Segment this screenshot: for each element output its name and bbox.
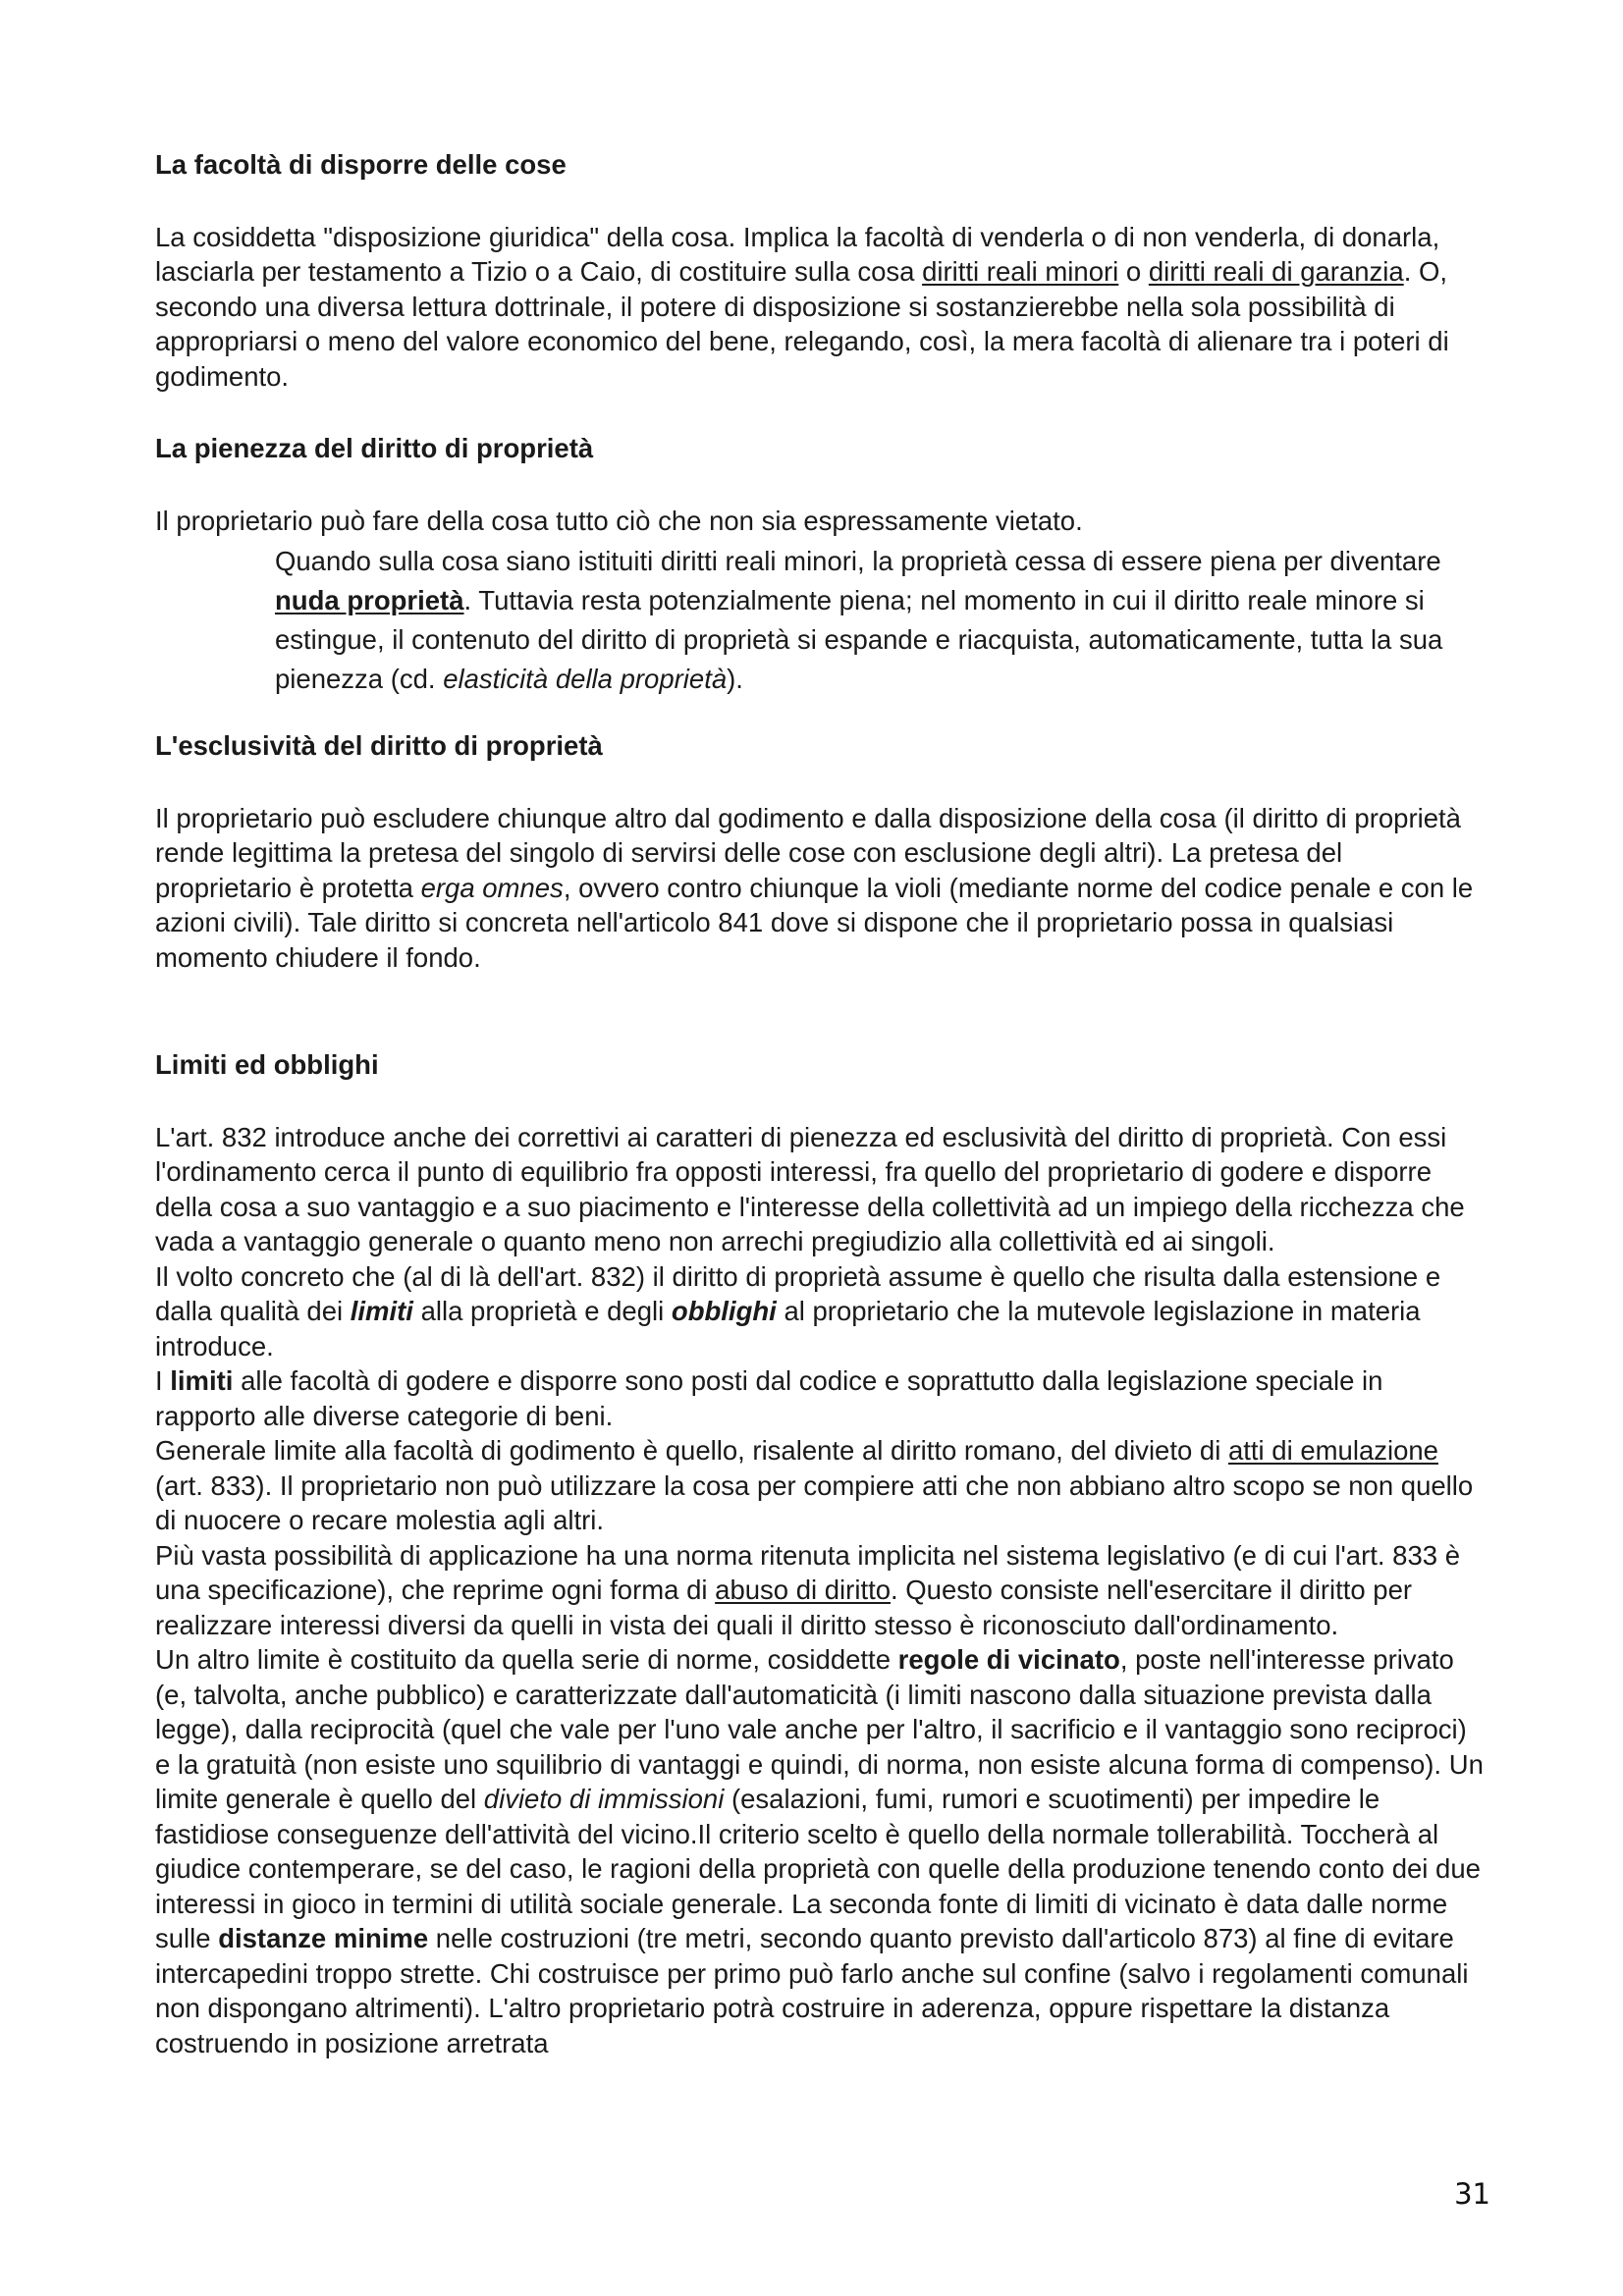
document-page: [155, 147, 1486, 2060]
text: al proprietario che la mutevole legislazione in materia introduce.: [155, 1296, 1421, 1362]
text: alla proprietà e degli: [412, 1296, 672, 1326]
link-abuso-di-diritto[interactable]: abuso di diritto: [715, 1575, 892, 1605]
text: Più vasta possibilità di applicazione ha una norma ritenuta implicita nel sistema legislativo (e di cui l'art. 833 è una specificazione), che reprime ogni forma di: [155, 1539, 1460, 1605]
text: o: [1118, 256, 1149, 287]
link-diritti-reali-di-garanzia[interactable]: diritti reali di garanzia: [1148, 256, 1404, 287]
text: (esalazioni, fumi, rumori e scuotimenti) per impedire le fastidiose conseguenze dell'attività del vicino.Il criterio scelto è quello della normale tollerabilità. Toccherà al giudice contemperare, se del caso, le ragioni della proprietà con quelle della produzione tenendo conto dei due interessi in gioco in termini di utilità sociale generale. La seconda fonte di limiti di vicinato è data dalle norme sulle: [155, 1784, 1481, 1953]
text: I: [155, 1365, 171, 1396]
text: . O, secondo una diversa lettura dottrinale, il potere di disposizione si sostanzierebbe nella sola possibilità di appropriarsi o meno del valore economico del bene, relegando, così, la mera facoltà di alienare tra i poteri di godimento.: [155, 256, 1449, 392]
italic-term: elasticità della proprietà: [443, 664, 728, 694]
section-heading: La pienezza del diritto di proprietà: [155, 433, 594, 463]
text: (art. 833). Il proprietario non può utilizzare la cosa per compiere atti che non abbiano altro scopo se non quello di nuocere o recare molestia agli altri.: [155, 1469, 1474, 1535]
paragraph: [155, 1642, 1486, 2060]
text: La cosiddetta "disposizione giuridica" della cosa. Implica la facoltà di venderla o di non venderla, di donarla, lasciarla per testamento a Tizio o a Caio, di costituire sulla cosa: [155, 221, 1440, 287]
italic-term: divieto di immissioni: [483, 1784, 725, 1814]
section-heading: L'esclusività del diritto di proprietà: [155, 730, 603, 761]
paragraph: [155, 1433, 1486, 1538]
paragraph: [155, 1259, 1486, 1364]
paragraph: [155, 1538, 1486, 1643]
text: ).: [727, 664, 743, 694]
section-heading: La facoltà di disporre delle cose: [155, 149, 567, 180]
bold-term: limiti: [170, 1365, 234, 1396]
link-atti-di-emulazione[interactable]: atti di emulazione: [1227, 1435, 1438, 1466]
bold-italic-term: limiti: [350, 1296, 413, 1326]
text: , poste nell'interesse privato (e, talvolta, anche pubblico) e caratterizzate dall'automaticità (i limiti nascono dalla situazione prevista dalla legge), dalla reciprocità (quel che vale per l'uno vale anche per l'altro, il sacrificio e il vantaggio sono reciproci) e la gratuità (non esiste uno squilibrio di vantaggi e quindi, di norma, non esiste alcuna forma di compenso). Un limite generale è quello del: [155, 1644, 1484, 1814]
text: Un altro limite è costituito da quella serie di norme, cosiddette: [155, 1644, 898, 1675]
link-diritti-reali-minori[interactable]: diritti reali minori: [922, 256, 1119, 287]
paragraph: L'art. 832 introduce anche dei correttivi ai caratteri di pienezza ed esclusività del diritto di proprietà. Con essi l'ordinamento cerca il punto di equilibrio fra opposti interessi, fra quello del proprietario di godere e disporre della cosa a suo vantaggio e a suo piacimento e l'interesse della collettività ad un impiego della ricchezza che vada a vantaggio generale o quanto meno non arrechi pregiudizio alla collettività ed ai singoli.: [155, 1121, 1465, 1256]
paragraph: Il proprietario può fare della cosa tutto ciò che non sia espressamente vietato.: [155, 505, 1083, 536]
italic-term: erga omnes: [420, 872, 564, 903]
text: Il volto concreto che (al di là dell'art. 832) il diritto di proprietà assume è quello che risulta dalla estensione e dalla qualità dei: [155, 1260, 1441, 1326]
paragraph: [155, 1363, 1486, 1433]
bold-italic-term: obblighi: [671, 1296, 777, 1326]
section-heading: Limiti ed obblighi: [155, 1049, 379, 1080]
indented-paragraph: [155, 542, 1486, 699]
text: Quando sulla cosa siano istituiti diritti reali minori, la proprietà cessa di essere piena per diventare: [275, 546, 1441, 576]
text: alle facoltà di godere e disporre sono posti dal codice e soprattutto dalla legislazione speciale in rapporto alle diverse categorie di beni.: [155, 1365, 1383, 1431]
bold-term: distanze minime: [218, 1923, 429, 1953]
page-number: 31: [1454, 2177, 1490, 2211]
bold-term: regole di vicinato: [897, 1644, 1120, 1675]
text: . Questo consiste nell'esercitare il diritto per realizzare interessi diversi da quelli in vista dei quali il diritto stesso è riconosciuto dall'ordinamento.: [155, 1575, 1413, 1640]
link-nuda-proprieta[interactable]: nuda proprietà: [275, 585, 464, 615]
text: , ovvero contro chiunque la violi (mediante norme del codice penale e con le azioni civili). Tale diritto si concreta nell'articolo 841 dove si dispone che il proprietario possa in qualsiasi momento chiudere il fondo.: [155, 872, 1474, 973]
paragraph: [155, 220, 1486, 395]
text: Il proprietario può escludere chiunque altro dal godimento e dalla disposizione della cosa (il diritto di proprietà rende legittima la pretesa del singolo di servirsi delle cose con esclusione degli altri). La pretesa del proprietario è protetta: [155, 802, 1461, 903]
text: Generale limite alla facoltà di godimento è quello, risalente al diritto romano, del divieto di: [155, 1435, 1228, 1466]
text: nelle costruzioni (tre metri, secondo quanto previsto dall'articolo 873) al fine di evitare intercapedini troppo strette. Chi costruisce per primo può farlo anche sul confine (salvo i regolamenti comunali non dispongano altrimenti). L'altro proprietario potrà costruire in aderenza, oppure rispettare la distanza costruendo in posizione arretrata: [155, 1923, 1469, 2058]
text: . Tuttavia resta potenzialmente piena; nel momento in cui il diritto reale minore si estingue, il contenuto del diritto di proprietà si espande e riacquista, automaticamente, tutta la sua pienezza (cd.: [275, 585, 1443, 694]
paragraph: [155, 801, 1486, 976]
